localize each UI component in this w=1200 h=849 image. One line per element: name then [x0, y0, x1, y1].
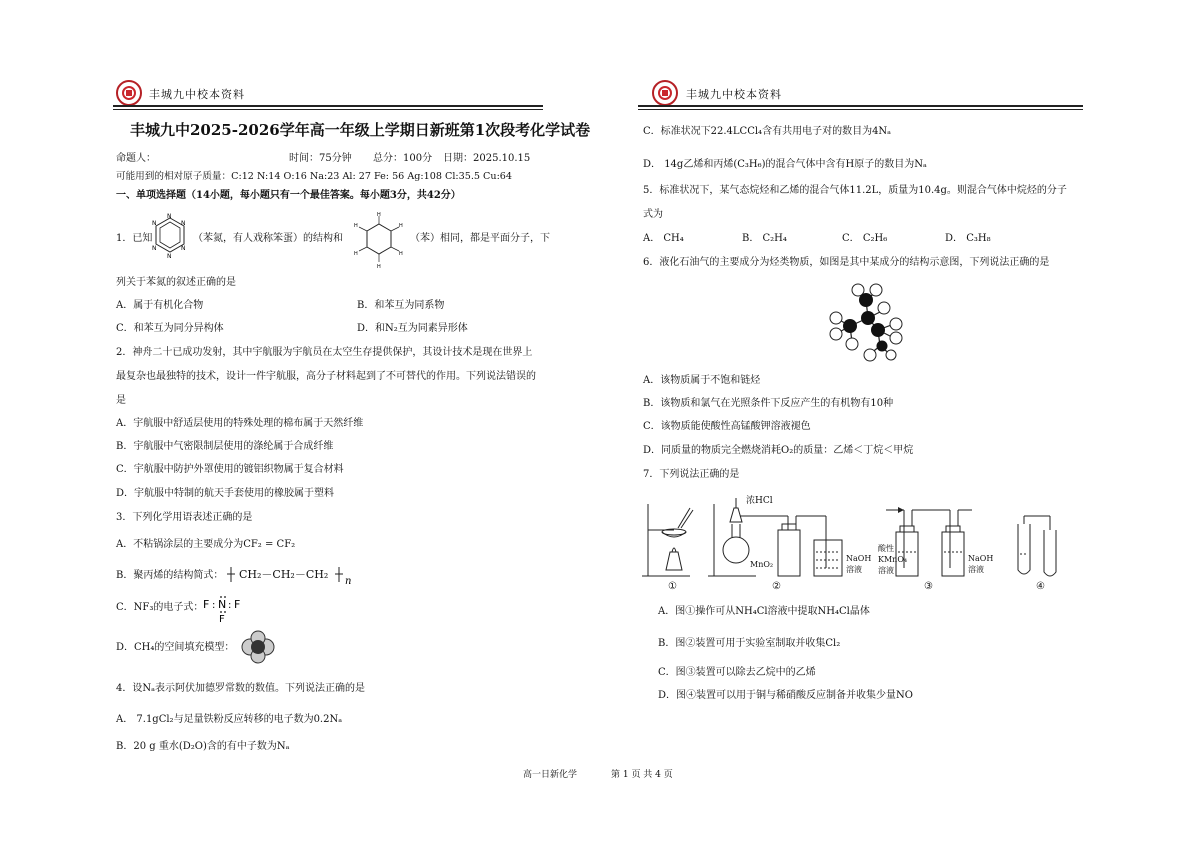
q7-option-b: B．图②装置可用于实验室制取并收集Cl₂ [658, 638, 841, 649]
header-rule [113, 105, 543, 107]
q1-option-c: C．和苯互为同分异构体 [116, 323, 224, 334]
q5-option-b: B． C₂H₄ [742, 233, 787, 244]
label-mno2: MnO₂ [750, 560, 774, 569]
q5-option-d: D． C₃H₈ [945, 233, 991, 244]
q6-option-a: A．该物质属于不饱和链烃 [643, 375, 761, 386]
svg-text:N: N [152, 245, 157, 252]
q3-option-a: A．不粘锅涂层的主要成分为CF₂ = CF₂ [116, 539, 296, 550]
svg-text:H: H [399, 223, 403, 229]
label-kmno4: KMnO₄ [878, 555, 908, 564]
svg-text:H: H [354, 223, 358, 229]
q1-text-a: 1．已知 [116, 233, 153, 244]
q3-option-c: C．NF₃的电子式： [116, 602, 204, 613]
q2-option-c: C．宇航服中防护外罩使用的镀铝织物属于复合材料 [116, 464, 344, 475]
q4-stem: 4．设Nₐ表示阿伏加德罗常数的数值。下列说法正确的是 [116, 683, 365, 694]
q6-stem: 6．液化石油气的主要成分为烃类物质，如图是其中某成分的结构示意图，下列说法正确的是 [643, 257, 1050, 268]
meta-time: 时间：75分钟 [289, 153, 352, 164]
q5-option-c: C． C₂H₆ [842, 233, 888, 244]
q2-option-b: B．宇航服中气密限制层使用的涤纶属于合成纤维 [116, 441, 334, 452]
q3-stem: 3．下列化学用语表述正确的是 [116, 512, 253, 523]
footer-course: 高一日新化学 [523, 770, 578, 780]
svg-text:N: N [152, 220, 157, 227]
q1-text-b: （苯氮，有人戏称笨蛋）的结构和 [193, 233, 343, 244]
q6-option-b: B．该物质和氯气在光照条件下反应产生的有机物有10种 [643, 398, 894, 409]
label-solution-2: 溶液 [878, 566, 894, 575]
q1-text-d: 列关于苯氮的叙述正确的是 [116, 277, 236, 288]
q2-option-a: A．宇航服中舒适层使用的特殊处理的棉布属于天然纤维 [116, 418, 364, 429]
svg-text:H: H [354, 251, 358, 257]
q7-option-a: A．图①操作可从NH₄Cl溶液中提取NH₄Cl晶体 [658, 606, 870, 617]
label-solution-1: 溶液 [846, 565, 862, 574]
meta-date: 日期：2025.10.15 [443, 153, 531, 164]
q1-text-c: （苯）相同，都是平面分子，下 [410, 233, 550, 244]
q2-line-1: 2．神舟二十已成功发射，其中宇航服为宇航员在太空生存提供保护，其设计技术是现在世界上 [116, 347, 533, 358]
label-naoh-1: NaOH [846, 554, 872, 563]
svg-text:N: N [181, 220, 186, 227]
header-rule-thin [113, 109, 543, 110]
q5-line-1: 5．标准状况下，某气态烷烃和乙烯的混合气体11.2L，质量为10.4g。则混合气体中烷烃的分子 [643, 185, 1067, 196]
q7-option-c: C．图③装置可以除去乙烷中的乙烯 [658, 667, 816, 678]
q4-option-c: C．标准状况下22.4LCCl₄含有共用电子对的数目为4Nₐ [643, 126, 892, 137]
benzene-structure-icon [350, 212, 408, 268]
svg-text::: : [212, 600, 216, 611]
school-seal-icon [652, 80, 678, 106]
figure-label-1: ① [668, 581, 677, 592]
svg-text:F: F [219, 614, 225, 623]
q3-option-b: B．聚丙烯的结构简式： [116, 570, 224, 581]
q5-line-2: 式为 [643, 209, 663, 220]
atomic-masses: 可能用到的相对原子质量：C:12 N:14 O:16 Na:23 Al: 27 Fe: 56 Ag:108 Cl:35.5 Cu:64 [116, 171, 513, 182]
q2-option-d: D．宇航服中特制的航天手套使用的橡胶属于塑料 [116, 488, 335, 499]
methane-space-filling-model-icon [240, 630, 276, 664]
q2-line-2: 最复杂也最独特的技术，设计一件宇航服，高分子材料起到了不可替代的作用。下列说法错误的 [116, 371, 536, 382]
right-page-header [638, 78, 1083, 112]
svg-text:n: n [345, 576, 352, 586]
header-rule [638, 105, 1083, 107]
svg-text:H: H [377, 212, 381, 218]
q7-stem: 7．下列说法正确的是 [643, 469, 740, 480]
exam-title: 丰城九中2025-2026学年高一年级上学期日新班第1次段考化学试卷 [130, 121, 591, 139]
svg-text:N: N [181, 245, 186, 252]
q3-polymer-formula: CH₂－CH₂－CH₂ [239, 568, 329, 581]
q1-option-d: D．和N₂互为同素异形体 [357, 323, 468, 334]
label-naoh-2: NaOH [968, 554, 994, 563]
meta-total: 总分：100分 [373, 153, 433, 164]
svg-text:F: F [234, 598, 241, 611]
label-conc-hcl: 浓HCl [746, 496, 773, 506]
svg-text::: : [228, 600, 232, 611]
footer-page-number: 第 1 页 共 4 页 [611, 770, 673, 780]
butane-ball-stick-model-icon [824, 278, 910, 362]
svg-text:N: N [167, 253, 172, 258]
q4-option-a: A． 7.1gCl₂与足量铁粉反应转移的电子数为0.2Nₐ [116, 714, 343, 725]
figure-label-3: ③ [924, 581, 933, 592]
label-acidic: 酸性 [878, 544, 894, 553]
q7-option-d: D．图④装置可以用于铜与稀硝酸反应制备并收集少量NO [658, 690, 913, 701]
q1-option-a: A．属于有机化合物 [116, 300, 204, 311]
q1-option-b: B．和苯互为同系物 [357, 300, 445, 311]
nf3-electron-formula-icon [201, 593, 245, 623]
school-name: 丰城九中校本资料 [149, 88, 245, 101]
q6-option-d: D．同质量的物质完全燃烧消耗O₂的质量：乙烯＜丁烷＜甲烷 [643, 445, 914, 456]
section-heading: 一、单项选择题（14小题，每小题只有一个最佳答案。每小题3分，共42分） [116, 190, 461, 201]
q5-option-a: A． CH₄ [643, 233, 684, 244]
header-rule-thin [638, 109, 1083, 110]
q4-option-d: D． 14g乙烯和丙烯(C₃H₆)的混合气体中含有H原子的数目为Nₐ [643, 159, 927, 170]
school-name: 丰城九中校本资料 [686, 88, 782, 101]
svg-text:N: N [218, 598, 227, 611]
meta-author: 命题人： [116, 153, 156, 164]
q6-option-c: C．该物质能使酸性高锰酸钾溶液褪色 [643, 421, 811, 432]
school-seal-icon [116, 80, 142, 106]
tetrazine-structure-icon [150, 212, 190, 258]
label-solution-3: 溶液 [968, 565, 984, 574]
svg-text:H: H [377, 264, 381, 268]
figure-label-2: ② [772, 581, 781, 592]
q3-option-d: D．CH₄的空间填充模型： [116, 642, 235, 653]
left-page-header [113, 78, 543, 112]
figure-label-4: ④ [1036, 581, 1045, 592]
q2-line-3: 是 [116, 395, 126, 406]
svg-text:N: N [167, 213, 172, 220]
svg-text:H: H [399, 251, 403, 257]
svg-text:F: F [203, 598, 210, 611]
q4-option-b: B．20 g 重水(D₂O)含的有中子数为Nₐ [116, 741, 290, 752]
